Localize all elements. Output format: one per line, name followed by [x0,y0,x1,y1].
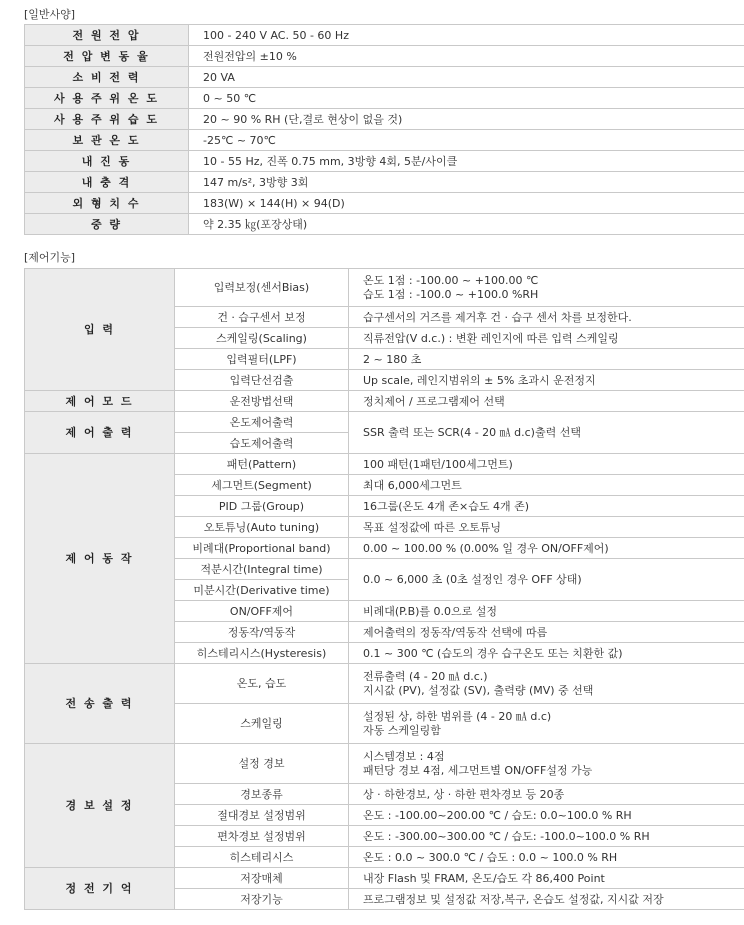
group-action: 제 어 동 작 [25,454,175,664]
value-cell: 내장 Flash 및 FRAM, 온도/습도 각 86,400 Point [349,868,744,889]
spec-value: 147 m/s², 3방향 3회 [189,172,744,193]
value-line: 전류출력 (4 - 20 ㎃ d.c.) [363,669,488,683]
sub-label: 미분시간(Derivative time) [175,580,349,601]
sub-label: 온도제어출력 [175,412,349,433]
sub-label: 저장매체 [175,868,349,889]
value-cell: 최대 6,000세그먼트 [349,475,744,496]
value-cell: SSR 출력 또는 SCR(4 - 20 ㎃ d.c)출력 선택 [349,412,744,454]
spec-value: 100 - 240 V AC. 50 - 60 Hz [189,25,744,46]
sub-label: 적분시간(Integral time) [175,559,349,580]
spec-value: 20 ~ 90 % RH (단,결로 현상이 없을 것) [189,109,744,130]
value-line: 지시값 (PV), 설정값 (SV), 출력량 (MV) 중 선택 [363,683,594,697]
table-row [25,269,744,307]
spec-label: 전 압 변 동 율 [25,46,189,67]
value-cell: 습구센서의 거즈를 제거후 건 · 습구 센서 차를 보정한다. [349,307,744,328]
value-cell: 100 패턴(1패턴/100세그먼트) [349,454,744,475]
sub-label: 습도제어출력 [175,433,349,454]
sub-label: 세그먼트(Segment) [175,475,349,496]
value-cell: 온도 : -100.00~200.00 ℃ / 습도: 0.0~100.0 % RH [349,805,744,826]
group-input: 입 력 [25,269,175,391]
table-row [25,151,744,172]
spec-label: 중 량 [25,214,189,235]
sub-label: 스케일링 [175,704,349,744]
spec-value: 약 2.35 ㎏(포장상태) [189,214,744,235]
group-transmit: 전 송 출 력 [25,664,175,744]
control-function-table [24,268,744,910]
spec-label: 소 비 전 력 [25,67,189,88]
value-cell: 프로그램정보 및 설정값 저장,복구, 온습도 설정값, 지시값 저장 [349,889,744,910]
spec-label: 외 형 치 수 [25,193,189,214]
table-row [25,109,744,130]
value-cell: 목표 설정값에 따른 오토튜닝 [349,517,744,538]
value-cell [349,269,744,307]
sub-label: PID 그룹(Group) [175,496,349,517]
spec-label: 전 원 전 압 [25,25,189,46]
general-spec-title: [일반사양] [24,8,76,21]
sub-label: 경보종류 [175,784,349,805]
value-cell [349,704,744,744]
sub-label: 절대경보 설정범위 [175,805,349,826]
spec-label: 사 용 주 위 습 도 [25,109,189,130]
spec-label: 내 충 격 [25,172,189,193]
table-row [25,46,744,67]
value-line: 시스템경보 : 4점 [363,749,445,763]
value-line: 온도 1점 : -100.00 ~ +100.00 ℃ [363,273,539,287]
spec-value: 10 - 55 Hz, 진폭 0.75 mm, 3방향 4회, 5분/사이클 [189,151,744,172]
value-cell: 온도 : 0.0 ~ 300.0 ℃ / 습도 : 0.0 ~ 100.0 % RH [349,847,744,868]
spec-value: 전원전압의 ±10 % [189,46,744,67]
group-mode: 제 어 모 드 [25,391,175,412]
value-cell [349,664,744,704]
value-cell: 정치제어 / 프로그램제어 선택 [349,391,744,412]
sub-label: 히스테리시스(Hysteresis) [175,643,349,664]
sub-label: 건 · 습구센서 보정 [175,307,349,328]
sub-label: 스케일링(Scaling) [175,328,349,349]
sub-label: 비례대(Proportional band) [175,538,349,559]
spec-value: -25℃ ~ 70℃ [189,130,744,151]
value-line: 설정된 상, 하한 범위를 (4 - 20 ㎃ d.c) [363,709,552,723]
sub-label: 히스테리시스 [175,847,349,868]
value-cell: 직류전압(V d.c.) : 변환 레인지에 따른 입력 스케일링 [349,328,744,349]
group-memory: 정 전 기 억 [25,868,175,910]
table-row [25,868,744,889]
table-row [25,130,744,151]
sub-label: 입력단선검출 [175,370,349,391]
value-cell: 제어출력의 정동작/역동작 선택에 따름 [349,622,744,643]
value-cell: 16그룹(온도 4개 존×습도 4개 존) [349,496,744,517]
sub-label: 저장기능 [175,889,349,910]
sub-label: 오토튜닝(Auto tuning) [175,517,349,538]
spec-label: 사 용 주 위 온 도 [25,88,189,109]
sub-label: 운전방법선택 [175,391,349,412]
table-row [25,391,744,412]
value-line: 패턴당 경보 4점, 세그먼트별 ON/OFF설정 가능 [363,763,593,777]
sub-label: 온도, 습도 [175,664,349,704]
sub-label: 설정 경보 [175,744,349,784]
general-spec-table [24,24,744,235]
table-row [25,412,744,433]
group-alarm: 경 보 설 정 [25,744,175,868]
table-row [25,88,744,109]
table-row [25,454,744,475]
sub-label: ON/OFF제어 [175,601,349,622]
value-cell: 온도 : -300.00~300.00 ℃ / 습도: -100.0~100.0 % RH [349,826,744,847]
value-cell: 0.0 ~ 6,000 초 (0초 설정인 경우 OFF 상태) [349,559,744,601]
table-row [25,172,744,193]
value-cell: 비례대(P.B)를 0.0으로 설정 [349,601,744,622]
group-output: 제 어 출 력 [25,412,175,454]
table-row [25,744,744,784]
table-row [25,214,744,235]
sub-label: 정동작/역동작 [175,622,349,643]
sub-label: 입력보정(센서Bias) [175,269,349,307]
table-row [25,664,744,704]
spec-value: 20 VA [189,67,744,88]
value-cell: 0.00 ~ 100.00 % (0.00% 일 경우 ON/OFF제어) [349,538,744,559]
sub-label: 패턴(Pattern) [175,454,349,475]
value-cell [349,744,744,784]
spec-label: 내 진 동 [25,151,189,172]
sub-label: 입력필터(LPF) [175,349,349,370]
value-line: 습도 1점 : -100.0 ~ +100.0 %RH [363,287,539,301]
value-line: 자동 스케일링함 [363,723,441,737]
table-row [25,67,744,88]
sub-label: 편차경보 설정범위 [175,826,349,847]
value-cell: Up scale, 레인지범위의 ± 5% 초과시 운전정지 [349,370,744,391]
value-cell: 2 ~ 180 초 [349,349,744,370]
value-cell: 0.1 ~ 300 ℃ (습도의 경우 습구온도 또는 치환한 값) [349,643,744,664]
table-row [25,193,744,214]
control-function-title: [제어기능] [24,251,76,264]
spec-value: 0 ~ 50 ℃ [189,88,744,109]
spec-value: 183(W) × 144(H) × 94(D) [189,193,744,214]
spec-label: 보 관 온 도 [25,130,189,151]
value-cell: 상 · 하한경보, 상 · 하한 편차경보 등 20종 [349,784,744,805]
table-row [25,25,744,46]
